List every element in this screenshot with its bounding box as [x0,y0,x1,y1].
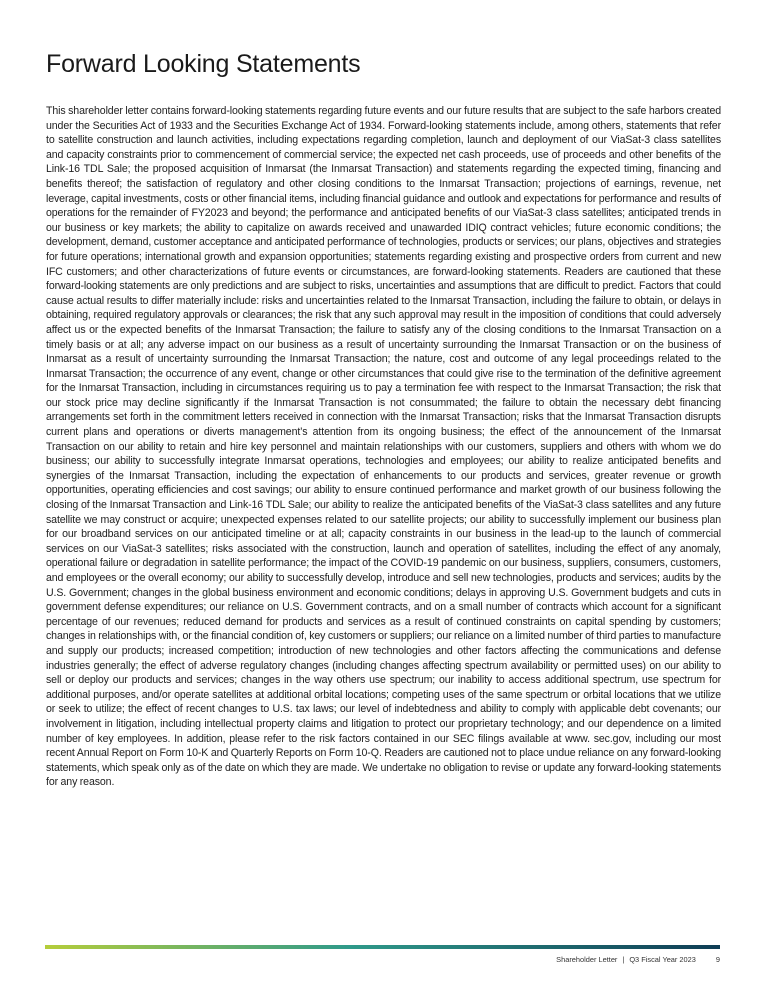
page-title: Forward Looking Statements [46,50,361,78]
page-footer [556,955,720,964]
footer-separator: | [622,955,625,964]
footer-gradient-rule [45,945,720,949]
footer-period: Q3 Fiscal Year 2023 [629,955,696,964]
footer-document-name: Shareholder Letter [556,955,618,964]
page-number: 9 [715,955,720,964]
forward-looking-statements-paragraph: This shareholder letter contains forward-looking statements regarding future events and our future results that are subject to the safe harbors created under the Securities Act of 1933 and the Securities Exchange Act of 1934. Forward-looking statements include, among others, statements that refer to satellite construction and launch activities, including expectations regarding completion, launch and deployment of our ViaSat-3 class satellites and capacity constraints prior to commencement of commercial service; the expected net cash proceeds, use of proceeds and other benefits of the Link-16 TDL Sale; the proposed acquisition of Inmarsat (the Inmarsat Transaction) and statements regarding the expected timing, financing and benefits thereof; the satisfaction of regulatory and other closing conditions to the Inmarsat Transaction; projections of earnings, revenue, net leverage, capital investments, costs or other financial items, including financial guidance and outlook and expectations for performance and results of operations for the remainder of FY2023 and beyond; the performance and anticipated benefits of our ViaSat-3 class satellites; anticipated trends in our business or key markets; the ability to capitalize on awards received and unawarded IDIQ contract vehicles; future economic conditions; the development, demand, customer acceptance and anticipated performance of technologies, products or services; our plans, objectives and strategies for future operations; international growth and expansion opportunities; statements regarding existing and prospective orders from current and new IFC customers; and other characterizations of future events or circumstances, are forward-looking statements. Readers are cautioned that these forward-looking statements are only predictions and are subject to risks, uncertainties and assumptions that are difficult to predict. Factors that could cause actual results to differ materially include: risks and uncertainties related to the Inmarsat Transaction, including the failure to obtain, or delays in obtaining, required regulatory approvals or clearances; the risk that any such approval may result in the imposition of conditions that could adversely affect us or the expected benefits of the Inmarsat Transaction; the failure to satisfy any of the closing conditions to the Inmarsat Transaction on a timely basis or at all; any adverse impact on our business as a result of uncertainty surrounding the Inmarsat Transaction or on the business of Inmarsat as a result of uncertainty surrounding the Inmarsat Transaction; the nature, cost and outcome of any legal proceedings related to the Inmarsat Transaction; the occurrence of any event, change or other circumstances that could give rise to the termination of the definitive agreement for the Inmarsat Transaction, including in circumstances requiring us to pay a termination fee with respect to the Inmarsat Transaction; the risk that our stock price may decline significantly if the Inmarsat Transaction is not consummated; the failure to obtain the necessary debt financing arrangements set forth in the commitment letters received in connection with the Inmarsat Transaction; risks that the Inmarsat Transaction disrupts current plans and operations or diverts management’s attention from its ongoing business; the effect of the announcement of the Inmarsat Transaction on our ability to retain and hire key personnel and maintain relationships with our customers, suppliers and others with whom we do business; our ability to successfully integrate Inmarsat operations, technologies and employees; our ability to realize anticipated benefits and synergies of the Inmarsat Transaction, including the expectation of enhancements to our products and services, greater revenue or growth opportunities, operating efficiencies and cost savings; our ability to ensure continued performance and market growth of our business following the closing of the Inmarsat Transaction and Link-16 TDL Sale; our ability to realize the anticipated benefits of the ViaSat-3 class satellites and any future satellite we may construct or acquire; unexpected expenses related to our satellite projects; our ability to successfully implement our business plan for our broadband services on our anticipated timeline or at all; capacity constraints in our business in the lead-up to the launch of commercial services on our ViaSat-3 satellites; risks associated with the construction, launch and operation of satellites, including the effect of any anomaly, operational failure or degradation in satellite performance; the impact of the COVID-19 pandemic on our business, suppliers, consumers, customers, and employees or the overall economy; our ability to successfully develop, introduce and sell new technologies, products and services; audits by the U.S. Government; changes in the global business environment and economic conditions; delays in approving U.S. Government budgets and cuts in government defense expenditures; our reliance on U.S. Government contracts, and on a small number of contracts which account for a significant percentage of our revenues; reduced demand for products and services as a result of continued constraints on capital spending by customers; changes in relationships with, or the financial condition of, key customers or suppliers; our reliance on a limited number of third parties to manufacture and supply our products; increased competition; introduction of new technologies and other factors affecting the communications and defense industries generally; the effect of adverse regulatory changes (including changes affecting spectrum availability or permitted uses) on our ability to sell or deploy our products and services; changes in the way others use spectrum; our inability to access additional spectrum, use spectrum for additional purposes, and/or operate satellites at additional orbital locations; competing uses of the same spectrum or orbital locations that we utilize or seek to utilize; the effect of recent changes to U.S. tax laws; our level of indebtedness and ability to comply with applicable debt covenants; our involvement in litigation, including intellectual property claims and litigation to protect our proprietary technology; and our dependence on a limited number of key employees. In addition, please refer to the risk factors contained in our SEC filings available at www. sec.gov, including our most recent Annual Report on Form 10-K and Quarterly Reports on Form 10-Q. Readers are cautioned not to place undue reliance on any forward-looking statements, which speak only as of the date on which they are made. We undertake no obligation to revise or update any forward-looking statements for any reason. [46,105,721,789]
